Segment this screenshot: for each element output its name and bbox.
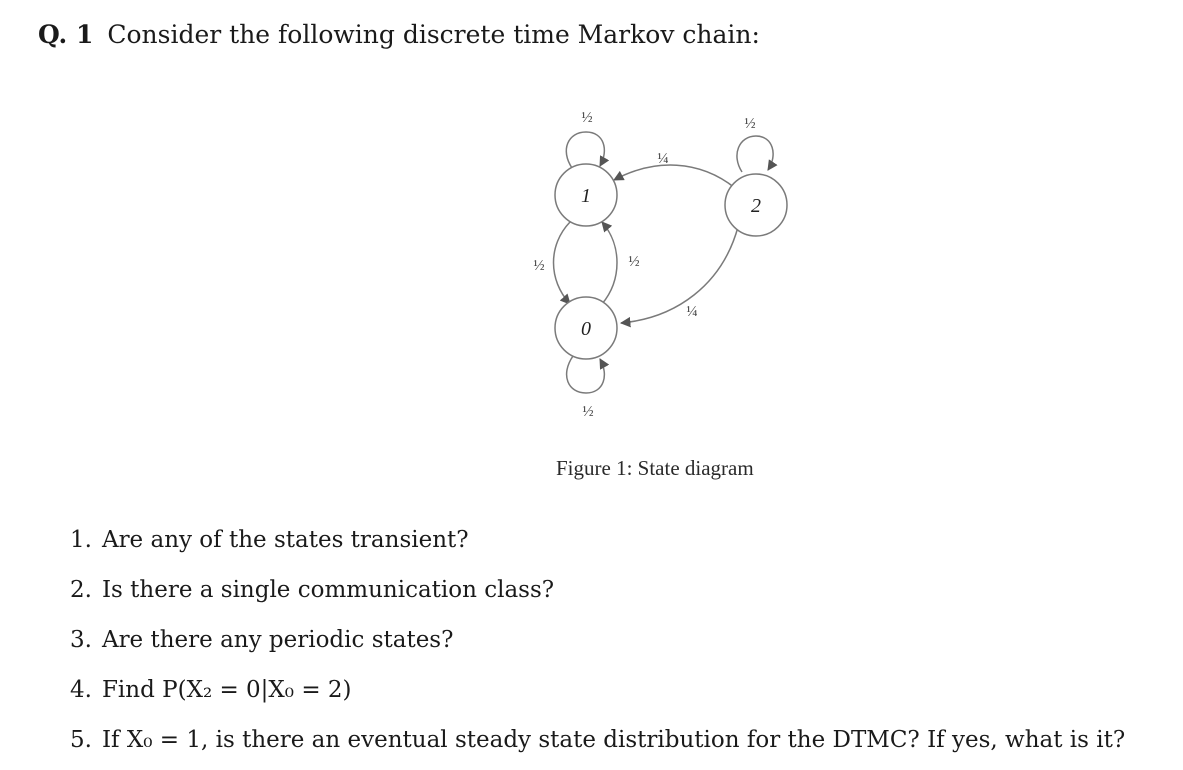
item-text: Is there a single communication class? [101,577,555,603]
list-item [70,520,1125,570]
prob-1-to-0: ½ [533,258,545,274]
state-1-label: 1 [581,185,591,207]
prob-2-to-0: ¼ [686,304,698,320]
list-item [70,670,1125,720]
state-0-label: 0 [581,318,591,340]
edge-0-to-1 [602,222,617,304]
edge-2-to-1 [614,165,735,188]
self-loop-0 [567,356,605,393]
item-text: If X₀ = 1, is there an eventual steady state distribution for the DTMC? If yes, what is it? [101,727,1126,753]
prob-0-to-1: ½ [628,254,640,270]
self-loop-2 [737,136,773,172]
question-prompt: Consider the following discrete time Markov chain: [107,20,760,49]
item-number: 4. [70,677,92,703]
prob-loop-2: ½ [744,116,756,132]
state-2-label: 2 [751,195,761,217]
self-loop-1 [566,132,604,168]
item-number: 5. [70,727,92,753]
edge-1-to-0 [554,222,571,304]
question-label: Q. 1 [38,20,94,49]
list-item [70,570,1125,620]
item-number: 3. [70,627,92,653]
prob-loop-1: ½ [581,110,593,126]
figure-caption: Figure 1: State diagram [556,456,754,480]
item-text: Find P(X₂ = 0|X₀ = 2) [101,677,352,703]
list-item [70,720,1125,770]
prob-2-to-1: ¼ [657,151,669,167]
list-item [70,620,1125,670]
prob-loop-0: ½ [582,404,594,420]
item-text: Are any of the states transient? [101,527,469,553]
edge-2-to-0 [621,227,738,323]
question-list [70,520,1125,770]
item-text: Are there any periodic states? [101,627,454,653]
item-number: 1. [70,527,92,553]
item-number: 2. [70,577,92,603]
